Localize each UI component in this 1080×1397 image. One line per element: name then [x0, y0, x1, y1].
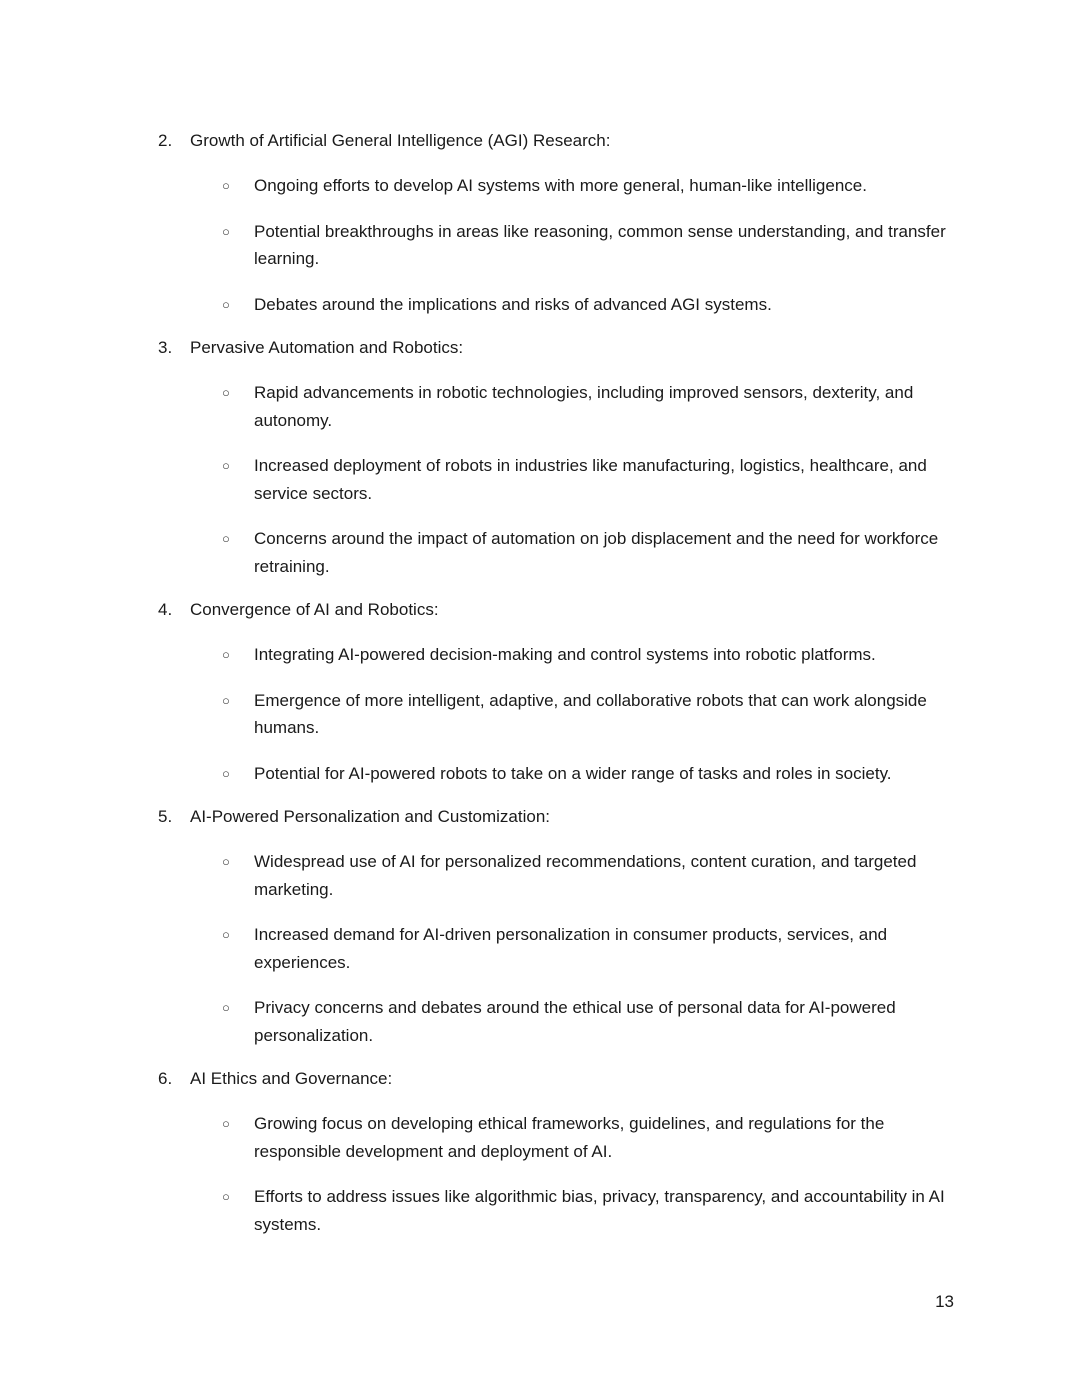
list-item-text: Potential breakthroughs in areas like reasoning, common sense understanding, and transfer learning. [254, 221, 946, 268]
list-section [158, 1065, 958, 1238]
hollow-bullet-icon: ○ [222, 1116, 230, 1131]
hollow-bullet-icon: ○ [222, 223, 230, 239]
list-section [158, 334, 958, 580]
list-item-text: Growing focus on developing ethical frameworks, guidelines, and regulations for the responsible development and deployment of AI. [254, 1114, 885, 1161]
list-item [158, 172, 958, 200]
list-section [158, 803, 958, 1049]
list-item-text: Increased deployment of robots in industries like manufacturing, logistics, healthcare, and service sectors. [254, 456, 927, 503]
list-item-text: Debates around the implications and risks of advanced AGI systems. [254, 294, 772, 314]
list-item-text: Widespread use of AI for personalized recommendations, content curation, and targeted marketing. [254, 852, 917, 899]
list-item [158, 687, 958, 742]
list-item-text: Rapid advancements in robotic technologies, including improved sensors, dexterity, and autonomy. [254, 383, 914, 430]
section-heading [158, 334, 958, 361]
hollow-bullet-icon: ○ [222, 647, 230, 662]
list-item [158, 1183, 958, 1238]
list-item [158, 525, 958, 580]
list-item-text: Privacy concerns and debates around the ethical use of personal data for AI-powered personalization. [254, 998, 896, 1045]
list-item-text: Potential for AI-powered robots to take on a wider range of tasks and roles in society. [254, 763, 892, 783]
hollow-bullet-icon: ○ [222, 385, 230, 400]
list-item [158, 994, 958, 1049]
section-number: 3. [158, 338, 173, 357]
hollow-bullet-icon: ○ [222, 692, 230, 708]
bullet-list [158, 172, 958, 318]
section-heading [158, 127, 958, 154]
list-item [158, 921, 958, 976]
section-heading [158, 1065, 958, 1092]
list-item-text: Integrating AI-powered decision-making and control systems into robotic platforms. [254, 645, 876, 664]
list-item [158, 218, 958, 273]
section-number: 2. [158, 131, 173, 150]
hollow-bullet-icon: ○ [222, 458, 230, 473]
hollow-bullet-icon: ○ [222, 854, 230, 869]
hollow-bullet-icon: ○ [222, 1000, 230, 1015]
bullet-list [158, 379, 958, 580]
list-section [158, 596, 958, 787]
list-item-text: Increased demand for AI-driven personalization in consumer products, services, and experiences. [254, 925, 888, 972]
list-item [158, 452, 958, 507]
section-title: AI Ethics and Governance: [190, 1069, 393, 1088]
section-heading [158, 596, 958, 623]
list-item [158, 848, 958, 903]
numbered-list [158, 127, 958, 1238]
list-item [158, 760, 958, 788]
hollow-bullet-icon: ○ [222, 765, 230, 781]
page-number: 13 [935, 1292, 954, 1311]
bullet-list [158, 1110, 958, 1238]
list-item [158, 291, 958, 319]
section-title: Pervasive Automation and Robotics: [190, 338, 464, 357]
section-number: 4. [158, 600, 173, 619]
bullet-list [158, 641, 958, 787]
list-item-text: Ongoing efforts to develop AI systems with more general, human-like intelligence. [254, 176, 867, 195]
list-item-text: Concerns around the impact of automation on job displacement and the need for workforce retraining. [254, 529, 939, 576]
hollow-bullet-icon: ○ [222, 1189, 230, 1204]
hollow-bullet-icon: ○ [222, 178, 230, 193]
list-item-text: Efforts to address issues like algorithmic bias, privacy, transparency, and accountability in AI systems. [254, 1187, 945, 1234]
bullet-list [158, 848, 958, 1049]
section-number: 5. [158, 807, 173, 826]
hollow-bullet-icon: ○ [222, 296, 230, 312]
section-title: Growth of Artificial General Intelligence (AGI) Research: [190, 131, 611, 150]
list-item [158, 641, 958, 669]
hollow-bullet-icon: ○ [222, 927, 230, 942]
section-title: AI-Powered Personalization and Customization: [190, 807, 551, 826]
section-number: 6. [158, 1069, 173, 1088]
list-section [158, 127, 958, 318]
list-item [158, 379, 958, 434]
section-heading [158, 803, 958, 830]
list-item-text: Emergence of more intelligent, adaptive, and collaborative robots that can work alongside humans. [254, 690, 927, 737]
list-item [158, 1110, 958, 1165]
section-title: Convergence of AI and Robotics: [190, 600, 439, 619]
hollow-bullet-icon: ○ [222, 531, 230, 546]
